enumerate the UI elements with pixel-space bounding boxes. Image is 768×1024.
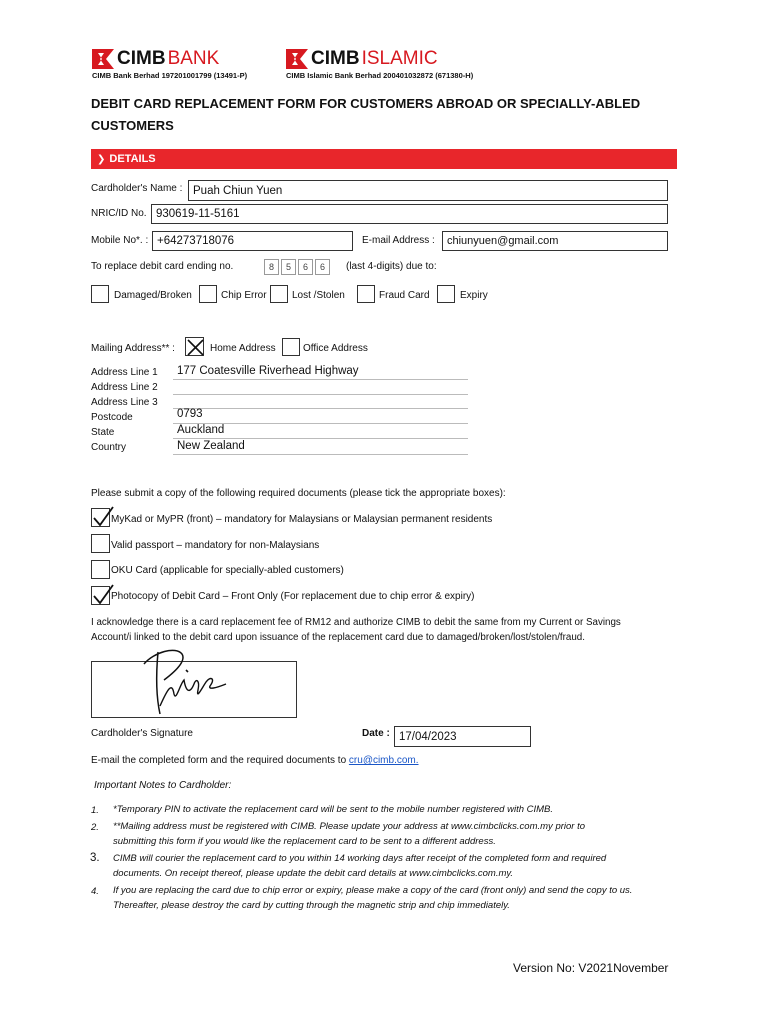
- office-address-checkbox[interactable]: [282, 338, 300, 356]
- note-number: 2.: [91, 822, 99, 833]
- note-2-line1: **Mailing address must be registered with CIMB. Please update your address at www.cimbclicks.com.my prior to: [113, 821, 586, 832]
- doc-mykad-checkbox[interactable]: [91, 508, 110, 527]
- signature-box[interactable]: [91, 661, 297, 718]
- cimb-chevron-icon: [92, 49, 114, 69]
- mobile-label: Mobile No*. :: [91, 235, 149, 246]
- card-ending-label: To replace debit card ending no.: [91, 261, 234, 272]
- home-address-label: Home Address: [210, 343, 276, 354]
- card-ending-suffix: (last 4-digits) due to:: [346, 261, 437, 272]
- doc-mykad-label: MyKad or MyPR (front) – mandatory for Malaysians or Malaysian permanent residents: [111, 514, 493, 525]
- address-line2-label: Address Line 2: [91, 382, 158, 393]
- home-address-checkbox[interactable]: [185, 337, 204, 356]
- reason-damaged-checkbox[interactable]: [91, 285, 109, 303]
- country-label: Country: [91, 442, 127, 453]
- section-arrow-icon: ❯: [97, 153, 106, 165]
- email-instruction: [91, 755, 419, 766]
- doc-oku-checkbox[interactable]: [91, 560, 110, 579]
- signature-label: Cardholder's Signature: [91, 728, 193, 739]
- cimb-islamic-logo-suffix: ISLAMIC: [361, 48, 438, 69]
- reason-damaged-label: Damaged/Broken: [114, 290, 192, 301]
- reason-lost-stolen-label: Lost /Stolen: [292, 290, 345, 301]
- cardholder-name-field[interactable]: Puah Chiun Yuen: [188, 180, 668, 201]
- cimb-islamic-chevron-icon: [286, 49, 308, 69]
- date-field[interactable]: 17/04/2023: [394, 726, 531, 747]
- nric-field[interactable]: 930619-11-5161: [151, 204, 668, 224]
- cimb-islamic-registration: CIMB Islamic Bank Berhad 200401032872 (671380-H): [286, 71, 474, 80]
- reason-expiry-checkbox[interactable]: [437, 285, 455, 303]
- email-label: E-mail Address :: [362, 235, 435, 246]
- cross-mark-icon: [186, 338, 205, 357]
- address-line3-label: Address Line 3: [91, 397, 158, 408]
- card-digit-2[interactable]: 5: [281, 259, 296, 275]
- form-title-line2: CUSTOMERS: [91, 118, 174, 133]
- cimb-islamic-logo-text: CIMB: [311, 48, 360, 69]
- address-line2-underline: [173, 394, 468, 395]
- note-number: 4.: [91, 886, 99, 897]
- doc-passport-label: Valid passport – mandatory for non-Malaysians: [111, 540, 320, 551]
- notes-heading: Important Notes to Cardholder:: [94, 780, 232, 791]
- note-number: 3.: [90, 852, 100, 864]
- address-line1-underline: [173, 379, 468, 380]
- cimb-bank-registration: CIMB Bank Berhad 197201001799 (13491-P): [92, 71, 248, 80]
- cimb-bank-logo-text: CIMB: [117, 48, 166, 69]
- note-1-line1: *Temporary PIN to activate the replacement card will be sent to the mobile number registered with CIMB.: [113, 804, 554, 815]
- mailing-address-label: Mailing Address** :: [91, 343, 175, 354]
- office-address-label: Office Address: [303, 343, 368, 354]
- reason-chip-error-label: Chip Error: [221, 290, 267, 301]
- state-label: State: [91, 427, 115, 438]
- note-3-line2: documents. On receipt thereof, please update the debit card details at www.cimbclicks.com.my.: [113, 868, 514, 879]
- note-3-line1: CIMB will courier the replacement card to you within 14 working days after receipt of the completed form and required: [113, 853, 607, 864]
- doc-passport-checkbox[interactable]: [91, 534, 110, 553]
- form-title-line1: DEBIT CARD REPLACEMENT FORM FOR CUSTOMERS ABROAD OR SPECIALLY-ABLED: [91, 96, 641, 111]
- cimb-bank-logo-suffix: BANK: [167, 48, 220, 69]
- email-instruction-text: E-mail the completed form and the required documents to: [91, 755, 347, 766]
- reason-fraud-checkbox[interactable]: [357, 285, 375, 303]
- state-underline: [173, 438, 468, 439]
- note-number: 1.: [91, 805, 99, 816]
- cimb-islamic-logo: [286, 48, 438, 70]
- postcode-field[interactable]: 0793: [177, 408, 203, 420]
- note-4-line1: If you are replacing the card due to chip error or expiry, please make a copy of the card (front only) and send the copy to us.: [113, 885, 633, 896]
- acknowledgement-line2: Account/i linked to the debit card upon issuance of the replacement card due to damaged/broken/lost/stolen/fraud.: [91, 632, 585, 643]
- state-field[interactable]: Auckland: [177, 424, 225, 436]
- doc-card-photocopy-checkbox[interactable]: [91, 586, 110, 605]
- country-field[interactable]: New Zealand: [177, 440, 245, 452]
- reason-chip-error-checkbox[interactable]: [199, 285, 217, 303]
- address-line3-underline: [173, 408, 468, 409]
- cimb-bank-logo: [92, 48, 219, 70]
- date-label: Date :: [362, 728, 390, 739]
- country-underline: [173, 454, 468, 455]
- documents-intro: Please submit a copy of the following required documents (please tick the appropriate boxes):: [91, 488, 506, 499]
- nric-label: NRIC/ID No.: [91, 208, 147, 219]
- email-field[interactable]: chiunyuen@gmail.com: [442, 231, 668, 251]
- postcode-label: Postcode: [91, 412, 133, 423]
- reason-fraud-label: Fraud Card: [379, 290, 430, 301]
- acknowledgement-line1: I acknowledge there is a card replacement fee of RM12 and authorize CIMB to debit the same from my Current or Savings: [91, 617, 621, 628]
- address-line1-label: Address Line 1: [91, 367, 158, 378]
- card-digit-4[interactable]: 6: [315, 259, 330, 275]
- mobile-field[interactable]: +64273718076: [152, 231, 353, 251]
- doc-oku-label: OKU Card (applicable for specially-abled customers): [111, 565, 344, 576]
- reason-lost-stolen-checkbox[interactable]: [270, 285, 288, 303]
- cardholder-name-label: Cardholder's Name :: [91, 183, 183, 194]
- card-digit-1[interactable]: 8: [264, 259, 279, 275]
- details-section-bar: [91, 149, 677, 169]
- doc-card-photocopy-label: Photocopy of Debit Card – Front Only (For replacement due to chip error & expiry): [111, 591, 475, 602]
- card-digit-3[interactable]: 6: [298, 259, 313, 275]
- reason-expiry-label: Expiry: [460, 290, 488, 301]
- note-4-line2: Thereafter, please destroy the card by cutting through the magnetic strip and chip immediately.: [113, 900, 510, 911]
- cimb-email-link[interactable]: cru@cimb.com.: [348, 755, 419, 766]
- note-2-line2: submitting this form if you would like the replacement card to be sent to a different address.: [113, 836, 496, 847]
- details-section-label: DETAILS: [109, 153, 156, 165]
- signature-scribble: [92, 644, 298, 719]
- version-number: Version No: V2021November: [513, 961, 669, 975]
- address-line1-field[interactable]: 177 Coatesville Riverhead Highway: [177, 365, 359, 377]
